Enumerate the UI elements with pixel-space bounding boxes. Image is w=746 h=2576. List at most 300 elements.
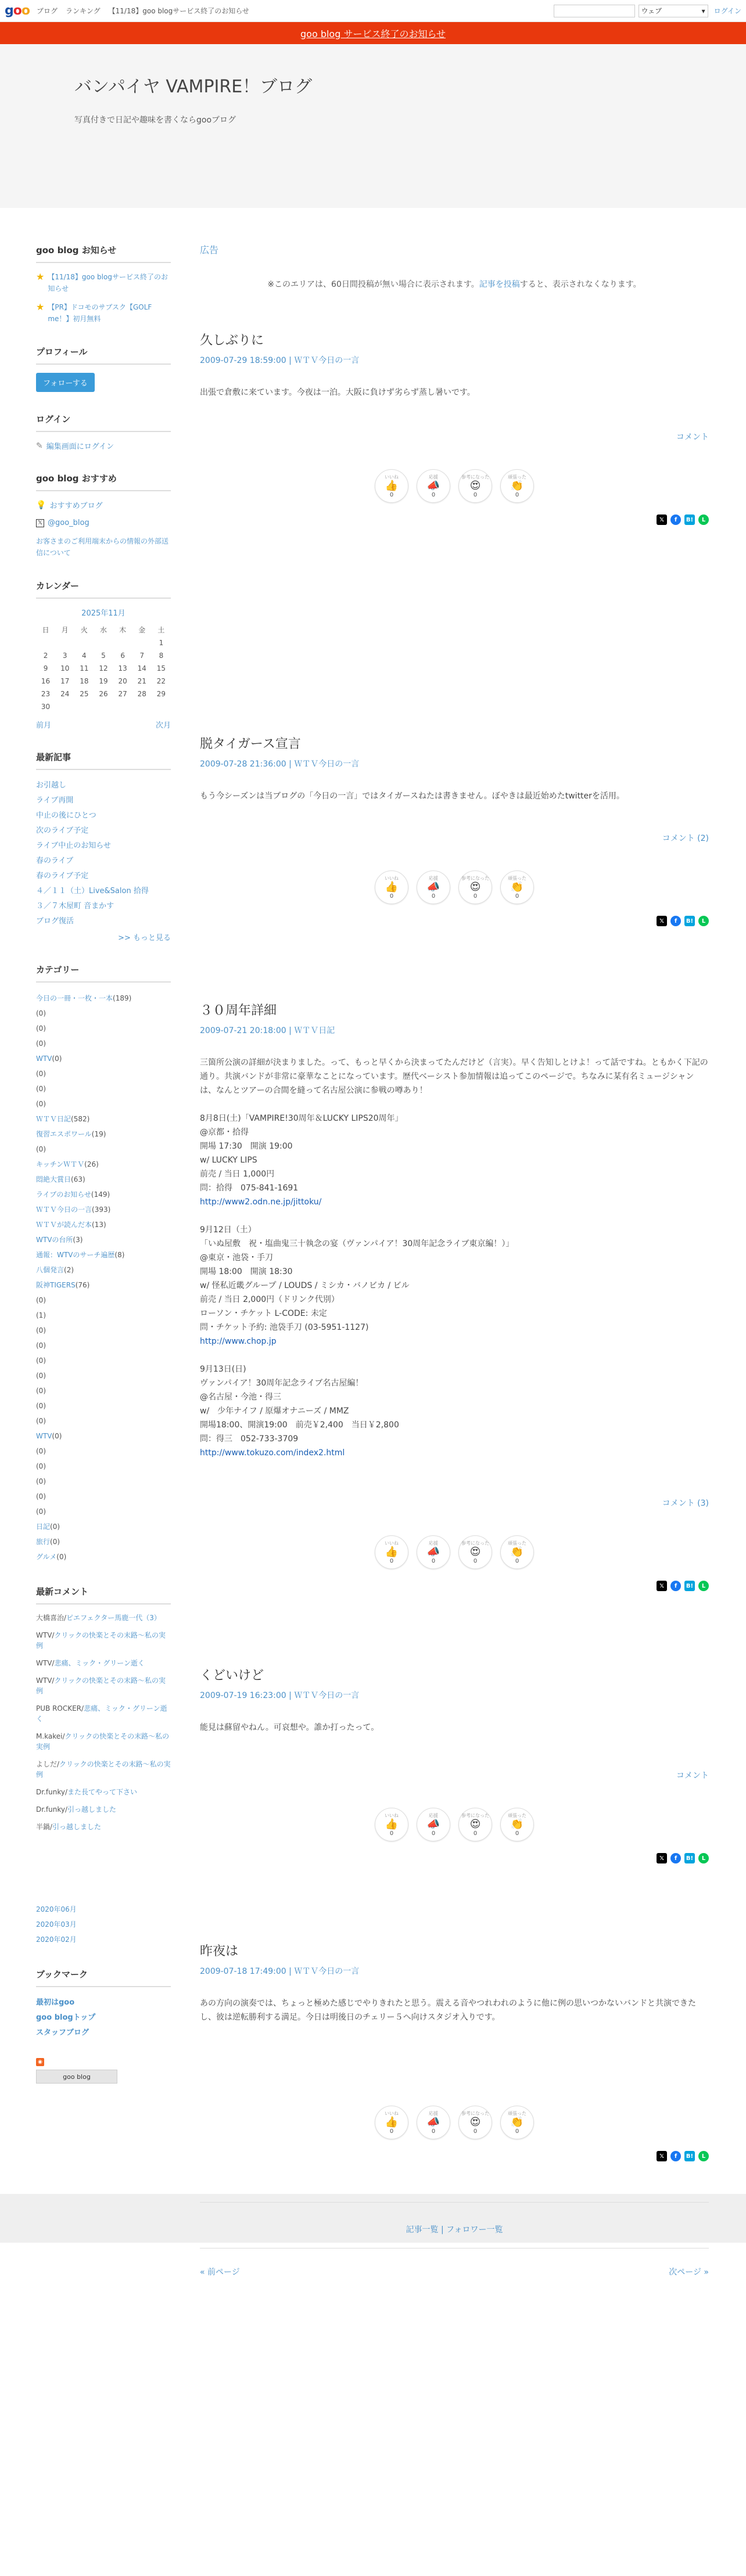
comment-article-link[interactable]: クリックの快楽とその末路〜私の実例 [36,1732,170,1751]
reaction-emoji-icon: 👍 [385,480,399,492]
nav-ranking[interactable]: ランキング [66,7,101,15]
calendar-day[interactable]: 5 [101,652,106,660]
calendar-day[interactable]: 21 [137,677,146,685]
calendar-day[interactable]: 30 [41,703,51,711]
like-reaction-button[interactable] [375,1535,408,1569]
category-name[interactable]: 復習エスポワール [36,1130,92,1138]
post-title[interactable]: ３０周年詳細 [200,1003,277,1018]
comment-article-link[interactable]: 悲痛、ミック・グリーン逝く [54,1659,145,1667]
category-item[interactable] [36,1308,171,1323]
post-body-line: 問・チケット予約: 池袋手刀 (03-5951-1127) [200,1323,369,1332]
article-follower-list-links[interactable]: 記事一覧 | フォロワー一覧 [406,2225,503,2235]
category-name[interactable]: 通報：WTVのサーチ遍歴 [36,1251,115,1259]
archive-month-link[interactable]: 2020年02月 [36,1935,77,1944]
category-name[interactable]: ＷＴＶが読んだ本 [36,1221,92,1229]
cheer-reaction-button[interactable] [417,1808,450,1841]
recent-post-link[interactable]: 春のライブ予定 [36,872,89,880]
category-item[interactable] [36,1232,171,1247]
bookmark-link[interactable]: goo blogトップ [36,2013,96,2022]
category-name[interactable]: グルメ [36,1553,57,1561]
post-title[interactable]: 昨夜は [200,1944,239,1959]
profile-heading: プロフィール [36,346,171,365]
share-buttons [200,2151,709,2161]
category-count: (0) [36,1357,46,1365]
recent-post-link[interactable]: 中止の後にひとつ [36,811,96,820]
category-count: (0) [36,1145,46,1153]
calendar-day[interactable]: 3 [62,652,67,660]
recent-comments-heading: 最新コメント [36,1585,171,1604]
comment-article-link[interactable]: 引っ越しました [67,1805,117,1814]
category-item[interactable] [36,1474,171,1489]
blog-post [200,1001,709,1591]
line-share-icon[interactable]: L [698,916,709,926]
comment-link[interactable]: コメント (2) [662,834,709,843]
line-share-icon[interactable]: L [698,2151,709,2161]
category-count: (0) [36,1508,46,1516]
reaction-count: 0 [431,492,436,498]
category-item[interactable] [36,1021,171,1036]
reaction-count: 0 [431,1558,436,1564]
calendar-day[interactable]: 13 [118,664,127,672]
calendar-day [36,636,55,649]
category-count: (0) [36,1085,46,1093]
category-name[interactable]: ＷＴＶ日記 [36,1115,71,1123]
facebook-share-icon[interactable]: f [670,1853,681,1863]
facebook-share-icon[interactable]: f [670,1581,681,1591]
category-item[interactable] [36,1172,171,1187]
helpful-reaction-button[interactable] [458,2106,492,2139]
reaction-label: 参考になった [461,876,489,881]
service-end-banner[interactable]: goo blog サービス終了のお知らせ [0,22,746,44]
nav-service-end-notice[interactable]: 【11/18】goo blogサービス終了のお知らせ [108,7,249,15]
calendar-day[interactable]: 29 [156,690,166,698]
category-item[interactable] [36,1323,171,1338]
category-item[interactable] [36,1519,171,1534]
comment-article-link[interactable]: 引っ越しました [52,1823,102,1831]
category-item[interactable] [36,1368,171,1383]
post-body [200,386,709,400]
category-section [36,963,171,1564]
category-item[interactable] [36,1534,171,1549]
line-share-icon[interactable]: L [698,515,709,525]
hatena-bookmark-icon[interactable]: B! [684,916,695,926]
calendar-day[interactable]: 11 [80,664,89,672]
recent-post-link[interactable]: お引越し [36,781,67,790]
reaction-count: 0 [473,2128,478,2135]
cheer-reaction-button[interactable] [417,469,450,503]
category-count: (0) [50,1523,60,1531]
reaction-emoji-icon: 👏 [510,1818,524,1830]
bookmark-section [36,1968,171,2084]
calendar-day[interactable]: 6 [120,652,125,660]
calendar-day[interactable]: 8 [159,652,164,660]
category-item[interactable] [36,1353,171,1368]
archive-month-link[interactable]: 2020年06月 [36,1905,77,1913]
calendar-day[interactable]: 16 [41,677,51,685]
hatena-bookmark-icon[interactable]: B! [684,515,695,525]
category-count: (0) [36,1024,46,1032]
hatena-bookmark-icon[interactable]: B! [684,1581,695,1591]
post-body-line: 9月12日（土） [200,1225,256,1235]
category-count: (0) [36,1341,46,1350]
calendar-day[interactable]: 7 [139,652,145,660]
category-count: (0) [36,1070,46,1078]
effort-reaction-button[interactable] [500,2106,534,2139]
post-meta[interactable]: 2009-07-21 20:18:00 | ＷＴＶ日記 [200,1026,335,1035]
comment-link[interactable]: コメント (3) [662,1499,709,1508]
category-count: (0) [36,1402,46,1410]
post-body-line: w/ LUCKY LIPS [200,1156,257,1165]
calendar-day [55,700,74,713]
category-name[interactable]: 日記 [36,1523,51,1531]
recent-comment-item [36,1731,171,1752]
recent-post-link[interactable]: 次のライブ予定 [36,826,89,835]
reaction-emoji-icon: 😍 [469,480,481,492]
post-body-line: 9月13日(日) [200,1365,246,1374]
calendar-prev-month[interactable]: 前月 [36,721,52,730]
comment-article-link[interactable]: クリックの快楽とその末路〜私の実例 [36,1631,166,1650]
category-item[interactable] [36,1142,171,1157]
post-body-link[interactable]: http://www2.odn.ne.jp/jittoku/ [200,1197,322,1207]
ad-label: 広告 [200,244,219,256]
login-heading: ログイン [36,413,171,432]
category-count: (26) [84,1160,99,1168]
blog-post [200,734,709,926]
post-body-line: 問：得三 052-733-3709 [200,1434,299,1444]
x-share-icon[interactable]: 𝕏 [657,515,667,525]
login-link[interactable]: ログイン [713,7,741,15]
helpful-reaction-button[interactable] [458,870,492,904]
category-item[interactable] [36,1504,171,1519]
category-item[interactable] [36,1262,171,1278]
post-body-line: w/ 怪私近畿グループ / LOUDS / ミシカ・バノビカ / ビル [200,1281,410,1290]
post-body-line: @京都・拾得 [200,1128,249,1137]
notice-item[interactable]: ★ 【PR】ドコモのサブスク【GOLF me！】初月無料 [36,301,171,325]
post-body-link[interactable]: http://www.tokuzo.com/index2.html [200,1448,345,1458]
category-item[interactable] [36,1293,171,1308]
category-name[interactable]: キッチンＷＴＶ [36,1160,85,1168]
post-meta[interactable]: 2009-07-18 17:49:00 | ＷＴＶ今日の一言 [200,1967,360,1976]
category-name[interactable]: 八個発言 [36,1266,64,1274]
category-item[interactable] [36,1278,171,1293]
category-heading: カテゴリー [36,963,171,983]
calendar-day [152,700,171,713]
category-count: (8) [114,1251,125,1259]
reaction-label: いいね [385,474,399,480]
post-body [200,1721,709,1735]
calendar-day[interactable]: 14 [137,664,146,672]
reaction-count: 0 [515,1830,519,1837]
category-item[interactable] [36,1051,171,1066]
x-share-icon[interactable]: 𝕏 [657,1581,667,1591]
login-section [36,413,171,451]
calendar-day [132,636,152,649]
category-count: (13) [92,1221,106,1229]
like-reaction-button[interactable] [375,1808,408,1841]
category-item[interactable] [36,1444,171,1459]
comment-author: Dr.funky/ [36,1788,67,1796]
recent-comment-item [36,1759,171,1780]
calendar-weekday: 日 [42,625,49,634]
category-count: (0) [36,1100,46,1108]
post-title[interactable]: くどいけど [200,1668,264,1683]
rss-icon[interactable]: ◉ [36,2058,44,2066]
x-share-icon[interactable]: 𝕏 [657,2151,667,2161]
post-body-line: 能見は蘇留やねん。可哀想や。誰か打ったって。 [200,1723,379,1732]
comment-author: WTV/ [36,1659,55,1667]
reaction-emoji-icon: 👏 [510,1546,524,1558]
cheer-reaction-button[interactable] [417,1535,450,1569]
calendar-day[interactable]: 24 [60,690,70,698]
category-item[interactable] [36,1111,171,1127]
helpful-reaction-button[interactable] [458,1535,492,1569]
cheer-reaction-button[interactable] [417,2106,450,2139]
calendar-day[interactable]: 20 [118,677,127,685]
calendar-day [74,636,94,649]
bookmark-link[interactable]: スタッフブログ [36,2028,89,2037]
facebook-share-icon[interactable]: f [670,515,681,525]
category-item[interactable] [36,1398,171,1413]
post-article-link[interactable]: 記事を投稿 [479,280,520,289]
effort-reaction-button[interactable] [500,469,534,503]
recent-post-link[interactable]: 春のライブ [36,857,74,865]
post-body-line: @名古屋・今池・得三 [200,1393,281,1402]
calendar-day[interactable]: 19 [99,677,108,685]
post-body-line: 前売 / 当日 1,000円 [200,1170,275,1179]
category-item[interactable] [36,1413,171,1429]
reaction-emoji-icon: 👍 [385,1818,399,1830]
category-count: (0) [50,1538,60,1546]
prev-page-link[interactable]: « 前ページ [200,2268,240,2277]
category-name[interactable]: 悶絶大賞日 [36,1175,71,1183]
comment-article-link[interactable]: 悲痛、ミック・グリーン逝く [36,1704,167,1723]
post-meta[interactable]: 2009-07-29 18:59:00 | ＷＴＶ今日の一言 [200,356,360,365]
post-body-link[interactable]: http://www.chop.jp [200,1337,277,1346]
archive-month-link[interactable]: 2020年03月 [36,1920,77,1929]
calendar-next-month[interactable]: 次月 [155,721,171,730]
calendar-day[interactable]: 25 [80,690,89,698]
reaction-emoji-icon: 😍 [469,2116,481,2128]
calendar-day[interactable]: 18 [80,677,89,685]
category-name[interactable]: WTV [36,1432,52,1440]
calendar-day[interactable]: 26 [99,690,108,698]
category-item[interactable] [36,1081,171,1096]
comment-article-link[interactable]: クリックの快楽とその末路〜私の実例 [36,1676,166,1695]
category-count: (582) [71,1115,90,1123]
calendar-day[interactable]: 23 [41,690,51,698]
recent-comments-section [36,1585,171,1832]
reaction-buttons [200,1535,709,1569]
like-reaction-button[interactable] [375,2106,408,2139]
calendar-day[interactable]: 1 [159,639,164,647]
category-name[interactable]: WTVの台所 [36,1236,73,1244]
calendar-day[interactable]: 17 [60,677,70,685]
category-name[interactable]: ライブのお知らせ [36,1190,91,1199]
bookmark-link[interactable]: 最初はgoo [36,1998,75,2007]
calendar-day [74,700,94,713]
effort-reaction-button[interactable] [500,870,534,904]
reaction-count: 0 [389,893,394,900]
post-title[interactable]: 久しぶりに [200,333,264,348]
cheer-reaction-button[interactable] [417,870,450,904]
calendar-day[interactable]: 9 [43,664,48,672]
reaction-count: 0 [389,1558,394,1564]
blog-post [200,330,709,525]
category-item[interactable] [36,1187,171,1202]
category-item[interactable] [36,1096,171,1111]
calendar-weekday: 火 [80,625,88,634]
reaction-label: 応援 [429,1813,438,1818]
calendar-weekday: 土 [157,625,165,634]
facebook-share-icon[interactable]: f [670,916,681,926]
search-input[interactable] [554,5,635,17]
comment-link[interactable]: コメント [676,433,709,442]
post-body [200,1056,709,1460]
nav-blog[interactable]: ブログ [37,7,58,15]
follow-button[interactable]: フォローする [36,373,95,392]
calendar-day[interactable]: 10 [60,664,70,672]
category-count: (1) [36,1311,46,1319]
category-name[interactable]: WTV [36,1055,52,1063]
comment-article-link[interactable]: ピエフェクター馬鹿一代（3） [66,1614,161,1622]
goo-blog-badge[interactable]: goo blog [36,2070,117,2084]
like-reaction-button[interactable] [375,469,408,503]
calendar-day[interactable]: 12 [99,664,108,672]
calendar-day[interactable]: 4 [82,652,87,660]
facebook-share-icon[interactable]: f [670,2151,681,2161]
post-body-line: @東京・池袋・手刀 [200,1253,273,1262]
reaction-buttons [200,1808,709,1841]
post-body-line: 8月8日(土)「VAMPIRE!30周年＆LUCKY LIPS20周年」 [200,1114,403,1123]
category-item[interactable] [36,1459,171,1474]
category-item[interactable] [36,1217,171,1232]
calendar-day [94,700,113,713]
reaction-emoji-icon: 📣 [426,1546,440,1558]
comment-author: Dr.funky/ [36,1805,67,1814]
category-item[interactable] [36,1549,171,1564]
archive-section [36,1902,171,1947]
calendar-day[interactable]: 27 [118,690,127,698]
recent-post-link[interactable]: ブログ復活 [36,917,74,926]
category-item[interactable] [36,1127,171,1142]
search-scope-select[interactable]: ウェブ ▾ [639,5,708,17]
goo-logo[interactable]: goo [5,3,30,18]
pencil-icon: ✎ [36,441,43,451]
line-share-icon[interactable]: L [698,1581,709,1591]
reaction-count: 0 [515,492,519,498]
more-posts-link[interactable]: >> もっと見る [118,934,171,942]
effort-reaction-button[interactable] [500,1535,534,1569]
notice-item[interactable]: ★ 【11/18】goo blogサービス終了のお知らせ [36,271,171,294]
comment-link[interactable]: コメント [676,1771,709,1780]
helpful-reaction-button[interactable] [458,469,492,503]
reaction-count: 0 [431,893,436,900]
post-meta[interactable]: 2009-07-19 16:23:00 | ＷＴＶ今日の一言 [200,1691,360,1700]
post-meta[interactable]: 2009-07-28 21:36:00 | ＷＴＶ今日の一言 [200,760,360,769]
calendar-day [55,636,74,649]
category-name[interactable]: ＷＴＶ今日の一言 [36,1206,92,1214]
x-share-icon[interactable]: 𝕏 [657,1853,667,1863]
post-body-line: w/ 少年ナイフ / 原爆オナニーズ / MMZ [200,1406,349,1416]
calendar-day[interactable]: 2 [43,652,48,660]
category-item[interactable] [36,1489,171,1504]
edit-login-link[interactable]: ✎ 編集画面にログイン [36,441,114,451]
reaction-label: 応援 [429,876,438,881]
comment-author: WTV/ [36,1676,55,1685]
comment-article-link[interactable]: また長てやって下さい [67,1788,138,1796]
recent-post-link[interactable]: ４／１１（土）Live&Salon 拾得 [36,887,149,895]
category-name[interactable]: 阪神TIGERS [36,1281,76,1289]
category-item[interactable] [36,1429,171,1444]
category-item[interactable] [36,1006,171,1021]
share-buttons [200,1581,709,1591]
external-transmission-link[interactable]: お客さまのご利用端末からの情報の外部送信について [36,537,169,557]
lightbulb-icon: 💡 [36,500,46,510]
category-name[interactable]: 旅行 [36,1538,51,1546]
recent-post-link[interactable]: ライブ中止のお知らせ [36,841,111,850]
category-item[interactable] [36,1383,171,1398]
recent-post-link[interactable]: ３／７木屋町 音まかす [36,902,114,911]
category-item[interactable] [36,1247,171,1262]
hatena-bookmark-icon[interactable]: B! [684,1853,695,1863]
reaction-label: 参考になった [461,474,489,480]
category-count: (189) [113,994,132,1002]
reaction-count: 0 [389,1830,394,1837]
category-item[interactable] [36,991,171,1006]
category-item[interactable] [36,1202,171,1217]
helpful-reaction-button[interactable] [458,1808,492,1841]
post-body-line: もう今シーズンは当ブログの「今日の一言」ではタイガースねたは書きません。ぼやきは最近始めたtwitterを活用。 [200,791,625,801]
category-count: (63) [71,1175,85,1183]
line-share-icon[interactable]: L [698,1853,709,1863]
like-reaction-button[interactable] [375,870,408,904]
category-count: (3) [73,1236,83,1244]
category-item[interactable] [36,1036,171,1051]
goo-blog-twitter-link[interactable]: 𝕏 @goo_blog [36,519,171,527]
recommend-blog-link[interactable]: 💡 おすすめブログ [36,500,103,510]
post-body-line [200,1098,709,1111]
post-title[interactable]: 脱タイガース宣言 [200,737,301,751]
calendar-day[interactable]: 22 [156,677,166,685]
recent-post-link[interactable]: ライブ再開 [36,796,74,805]
blog-title[interactable]: バンパイヤ VAMPIRE！ブログ [74,77,313,97]
reaction-label: 頑張った [508,876,526,881]
comment-article-link[interactable]: クリックの快楽とその末路〜私の実例 [36,1760,171,1779]
category-name[interactable]: 今日の一冊・一枚・一本 [36,994,113,1002]
hatena-bookmark-icon[interactable]: B! [684,2151,695,2161]
next-page-link[interactable]: 次ページ » [669,2268,709,2277]
category-count: (0) [36,1326,46,1334]
reaction-emoji-icon: 👏 [510,881,524,893]
x-share-icon[interactable]: 𝕏 [657,916,667,926]
comment-author: M.kakei/ [36,1732,65,1740]
category-item[interactable] [36,1157,171,1172]
calendar-weekday: 木 [119,625,127,634]
category-item[interactable] [36,1338,171,1353]
post-body-line: 前売 / 当日 2,000円（ドリンク代別） [200,1295,339,1304]
category-count: (0) [36,1462,46,1470]
post-body-line: 「いぬ屋敷 祝・塩曲鬼三十執念の宴（ヴァンパイア！30周年記念ライブ東京編！）」 [200,1239,514,1249]
calendar-day[interactable]: 15 [156,664,166,672]
bookmark-heading: ブックマーク [36,1968,171,1987]
reaction-emoji-icon: 😍 [469,881,481,893]
reaction-count: 0 [473,893,478,900]
effort-reaction-button[interactable] [500,1808,534,1841]
category-item[interactable] [36,1066,171,1081]
calendar-day[interactable]: 28 [137,690,146,698]
comment-author: WTV/ [36,1631,55,1639]
reaction-count: 0 [431,1830,436,1837]
